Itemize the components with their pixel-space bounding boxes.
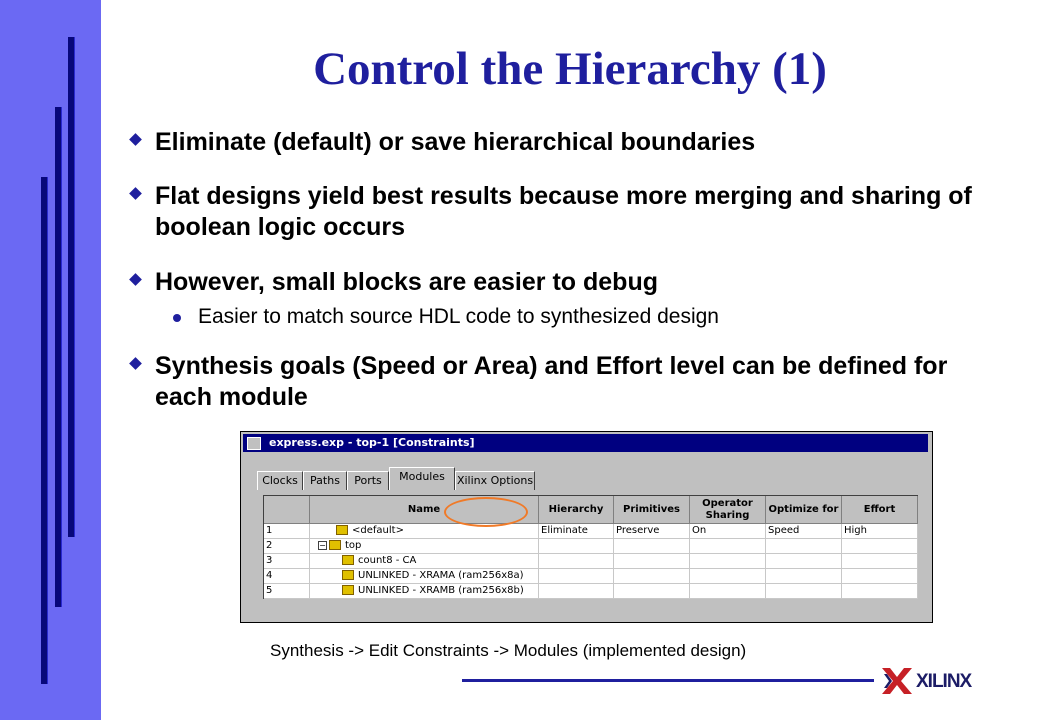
name-cell[interactable]: [310, 524, 539, 539]
effort-cell[interactable]: [842, 569, 918, 584]
collapse-toggle-icon[interactable]: −: [319, 540, 326, 550]
primitives-cell[interactable]: Preserve: [614, 524, 690, 539]
row-number: 5: [264, 584, 310, 599]
primitives-cell[interactable]: [614, 584, 690, 599]
bullet-text: However, small blocks are easier to debug: [155, 268, 658, 296]
sharing-cell[interactable]: [690, 554, 766, 569]
column-header-optimize-for[interactable]: Optimize for: [766, 496, 842, 524]
tab-xilinx-options[interactable]: Xilinx Options: [455, 471, 535, 490]
window-app-icon: [247, 437, 261, 450]
name-cell[interactable]: [310, 584, 539, 599]
sharing-cell[interactable]: [690, 539, 766, 554]
column-header-effort[interactable]: Effort: [842, 496, 918, 524]
primitives-cell[interactable]: [614, 569, 690, 584]
decor-bar-2: [55, 107, 62, 607]
footer-rule: [462, 679, 874, 682]
effort-cell[interactable]: [842, 584, 918, 599]
xilinx-mark-icon: [880, 666, 914, 696]
module-name: <default>: [352, 525, 404, 536]
highlight-oval: [444, 497, 528, 527]
slide-title: Control the Hierarchy (1): [313, 43, 827, 95]
constraints-window: [240, 431, 933, 623]
hierarchy-cell[interactable]: [539, 554, 614, 569]
decor-bar-1: [68, 37, 75, 537]
module-name: UNLINKED - XRAMB (ram256x8b): [358, 585, 524, 596]
module-name: top: [345, 540, 362, 551]
hierarchy-cell[interactable]: Eliminate: [539, 524, 614, 539]
optimize-cell[interactable]: [766, 554, 842, 569]
optimize-cell[interactable]: [766, 569, 842, 584]
logo-text: XILINX: [916, 671, 972, 692]
tab-paths[interactable]: Paths: [303, 471, 347, 490]
bullet-text: Flat designs yield best results because more merging and sharing of boolean logic occurs: [155, 182, 972, 241]
effort-cell[interactable]: [842, 554, 918, 569]
column-header-operator-sharing[interactable]: Operator Sharing: [690, 496, 766, 524]
decor-bar-3: [41, 177, 48, 684]
diamond-bullet-icon: [129, 133, 142, 146]
module-icon: [342, 555, 354, 565]
optimize-cell[interactable]: [766, 584, 842, 599]
primitives-cell[interactable]: [614, 539, 690, 554]
modules-grid: [263, 495, 918, 599]
name-cell[interactable]: [310, 554, 539, 569]
module-name: count8 - CA: [358, 555, 417, 566]
tab-ports[interactable]: Ports: [347, 471, 389, 490]
sharing-cell[interactable]: [690, 584, 766, 599]
column-header-rownum: [264, 496, 310, 524]
tab-modules[interactable]: Modules: [389, 467, 455, 490]
row-number: 2: [264, 539, 310, 554]
diamond-bullet-icon: [129, 273, 142, 286]
column-header-name[interactable]: Name: [310, 496, 539, 524]
window-titlebar[interactable]: [243, 434, 928, 452]
sidebar: [0, 0, 101, 720]
name-cell[interactable]: [310, 569, 539, 584]
name-cell[interactable]: [310, 539, 539, 554]
menu-path-caption: Synthesis -> Edit Constraints -> Modules (implemented design): [270, 641, 747, 660]
sub-bullet-text: Easier to match source HDL code to synthesized design: [198, 305, 719, 328]
row-number: 4: [264, 569, 310, 584]
window-title: express.exp - top-1 [Constraints]: [269, 436, 475, 449]
effort-cell[interactable]: [842, 539, 918, 554]
tab-clocks[interactable]: Clocks: [257, 471, 303, 490]
module-icon: [336, 525, 348, 535]
effort-cell[interactable]: High: [842, 524, 918, 539]
diamond-bullet-icon: [129, 357, 142, 370]
column-header-primitives[interactable]: Primitives: [614, 496, 690, 524]
module-icon: [329, 540, 341, 550]
hierarchy-cell[interactable]: [539, 539, 614, 554]
column-header-hierarchy[interactable]: Hierarchy: [539, 496, 614, 524]
hierarchy-cell[interactable]: [539, 569, 614, 584]
primitives-cell[interactable]: [614, 554, 690, 569]
dot-bullet-icon: [173, 314, 181, 322]
optimize-cell[interactable]: [766, 539, 842, 554]
bullet-text: Synthesis goals (Speed or Area) and Effort level can be defined for each module: [155, 352, 948, 411]
hierarchy-cell[interactable]: [539, 584, 614, 599]
sharing-cell[interactable]: On: [690, 524, 766, 539]
row-number: 3: [264, 554, 310, 569]
xilinx-logo: [880, 664, 1000, 696]
module-icon: [342, 585, 354, 595]
module-name: UNLINKED - XRAMA (ram256x8a): [358, 570, 524, 581]
sharing-cell[interactable]: [690, 569, 766, 584]
diamond-bullet-icon: [129, 187, 142, 200]
optimize-cell[interactable]: Speed: [766, 524, 842, 539]
bullet-text: Eliminate (default) or save hierarchical boundaries: [155, 128, 756, 156]
row-number: 1: [264, 524, 310, 539]
module-icon: [342, 570, 354, 580]
